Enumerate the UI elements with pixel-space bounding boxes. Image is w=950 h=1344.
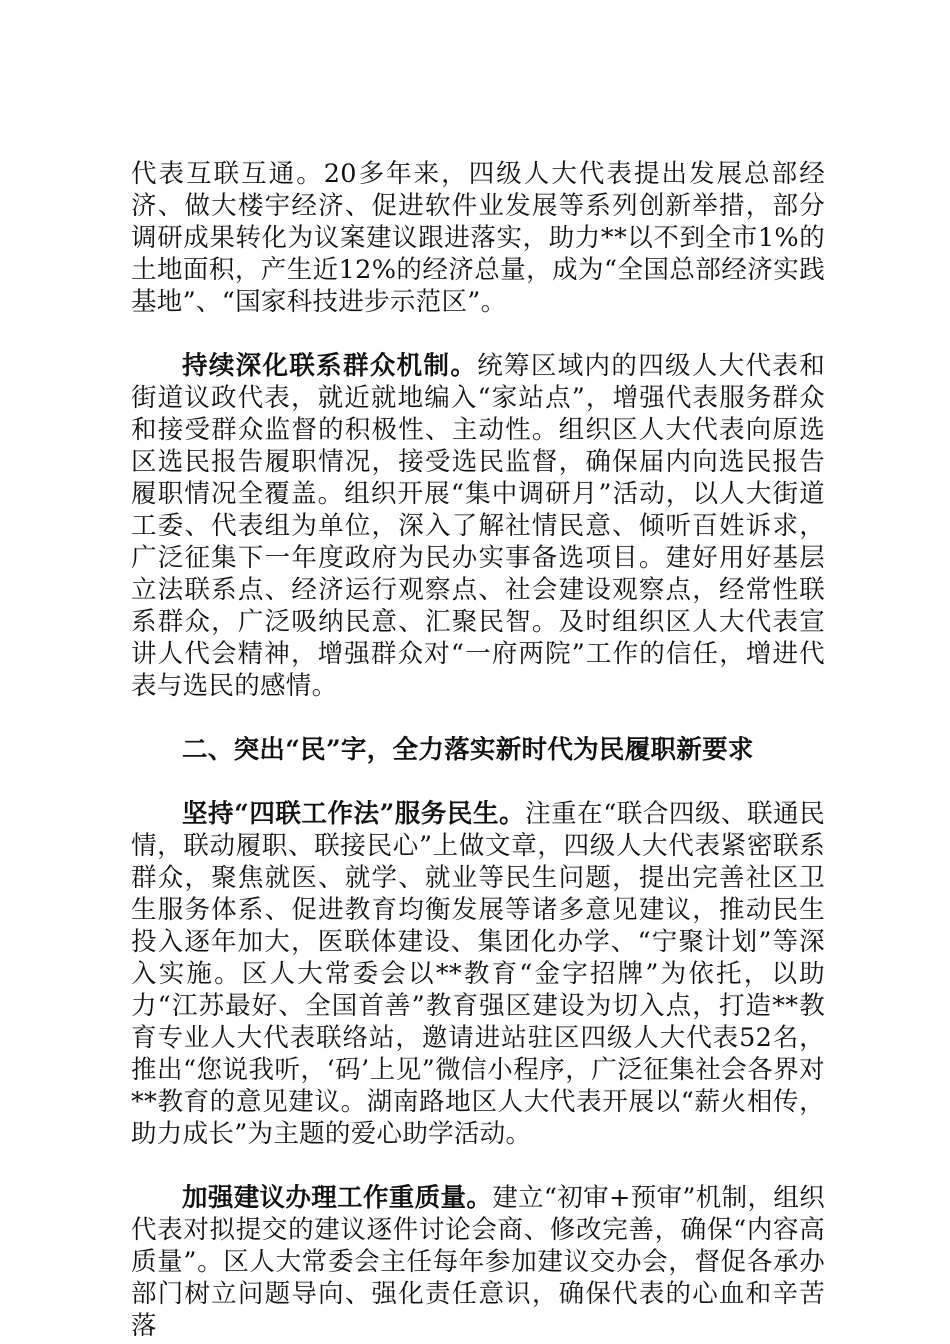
paragraph-4-lead: 加强建议办理工作重质量。 [182, 1183, 493, 1213]
paragraph-spacer [131, 318, 825, 350]
paragraph-2-lead: 持续深化联系群众机制。 [182, 351, 478, 381]
paragraph-4-text: 建立“初审+预审”机制，组织代表对拟提交的建议逐件讨论会商、修改完善，确保“内容高质量”。区人大常委会主任每年参加建议交办会，督促各承办部门树立问题导向、强化责任意识，确保代表的心血和辛苦落 [131, 1183, 825, 1341]
paragraph-1-text: 代表互联互通。20多年来，四级人大代表提出发展总部经济、做大楼宇经济、促进软件业发展等系列创新举措，部分调研成果转化为议案建议跟进落实，助力**以不到全市1%的土地面积，产生近12%的经济总量，成为“全国总部经济实践基地”、“国家科技进步示范区”。 [131, 159, 825, 317]
paragraph-spacer [131, 702, 825, 734]
document-body [131, 158, 825, 1342]
paragraph-3-text: 注重在“联合四级、联通民情，联动履职、联接民心”上做文章，四级人大代表紧密联系群众，聚焦就医、就学、就业等民生问题，提出完善社区卫生服务体系、促进教育均衡发展等诸多意见建议，推动民生投入逐年加大，医联体建设、集团化办学、“宁聚计划”等深入实施。区人大常委会以**教育“金字招牌”为依托，以助力“江苏最好、全国首善”教育强区建设为切入点，打造**教育专业人大代表联络站，邀请进站驻区四级人大代表52名，推出“您说我听，‘码’上见”微信小程序，广泛征集社会各界对**教育的意见建议。湖南路地区人大代表开展以“薪火相传，助力成长”为主题的爱心助学活动。 [131, 799, 825, 1149]
paragraph-3-lead: 坚持“四联工作法”服务民生。 [182, 799, 526, 829]
paragraph-2-text: 统筹区域内的四级人大代表和街道议政代表，就近就地编入“家站点”，增强代表服务群众和接受群众监督的积极性、主动性。组织区人大代表向原选区选民报告履职情况，接受选民监督，确保届内向选民报告履职情况全覆盖。组织开展“集中调研月”活动，以人大街道工委、代表组为单位，深入了解社情民意、倾听百姓诉求，广泛征集下一年度政府为民办实事备选项目。建好用好基层立法联系点、经济运行观察点、社会建设观察点，经常性联系群众，广泛吸纳民意、汇聚民智。及时组织区人大代表宣讲人代会精神，增强群众对“一府两院”工作的信任，增进代表与选民的感情。 [131, 351, 825, 701]
paragraph-spacer [131, 766, 825, 798]
section-heading: 二、突出“民”字，全力落实新时代为民履职新要求 [182, 735, 754, 765]
paragraph-2 [131, 350, 825, 702]
paragraph-spacer [131, 1150, 825, 1182]
paragraph-4 [131, 1182, 825, 1342]
paragraph-1 [131, 158, 825, 318]
paragraph-3 [131, 798, 825, 1150]
